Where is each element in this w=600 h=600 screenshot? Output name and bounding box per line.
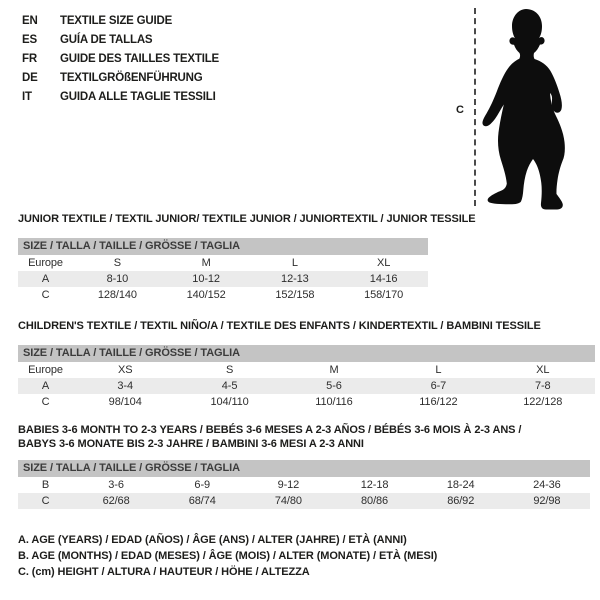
junior-table-size-header: SIZE / TALLA / TAILLE / GRÖSSE / TAGLIA [18,238,428,255]
children-table-size-header: SIZE / TALLA / TAILLE / GRÖSSE / TAGLIA [18,345,595,362]
baby-silhouette-icon [480,2,600,212]
babies-table-title [18,423,590,451]
language-row [22,11,219,30]
babies-table-size-header: SIZE / TALLA / TAILLE / GRÖSSE / TAGLIA [18,460,590,477]
language-title: GUÍA DE TALLAS [60,33,153,46]
height-measure-line [474,8,476,206]
table-cell: 74/80 [274,495,302,507]
table-cell: 122/128 [523,396,563,408]
table-cell: M [329,364,339,376]
language-code: DE [22,71,38,84]
table-cell: 152/158 [275,289,315,301]
row-label: A [41,273,50,285]
babies-table-title-line2: BABYS 3-6 MONATE BIS 2-3 JAHRE / BAMBINI 3-6 MESI A 2-3 ANNI [18,438,364,450]
table-cell: M [201,257,211,269]
table-cell: 14-16 [369,273,398,285]
table-cell: 3-4 [117,380,133,392]
language-code: IT [22,90,32,103]
table-cell: 12-13 [281,273,309,285]
table-cell: L [435,364,442,376]
table-cell: S [225,364,234,376]
language-row [22,49,219,68]
table-cell: 86/92 [447,495,475,507]
table-cell: 8-10 [106,273,129,285]
table-cell: 6-7 [430,380,447,392]
table-cell: 92/98 [533,495,561,507]
table-row [18,394,595,410]
table-cell: 5-6 [326,380,342,392]
table-cell: XL [536,364,550,376]
junior-textile-section [18,212,476,303]
footnote-a: A. AGE (YEARS) / EDAD (AÑOS) / ÂGE (ANS) / ALTER (JAHRE) / ETÀ (ANNI) [18,534,407,546]
junior-size-table [18,255,428,303]
children-textile-section [18,319,595,410]
children-size-table [18,362,595,410]
row-label: C [41,396,50,408]
language-row [22,68,219,87]
footnotes [18,532,437,580]
footnote-b: B. AGE (MONTHS) / EDAD (MESES) / ÂGE (MOIS) / ALTER (MONATE) / ETÀ (MESI) [18,550,438,562]
table-cell: 10-12 [192,273,220,285]
language-row [22,87,219,106]
table-row [18,362,595,378]
row-label: C [41,495,50,507]
babies-size-table [18,477,590,509]
table-cell: XL [376,257,391,269]
language-title: GUIDA ALLE TAGLIE TESSILI [60,90,216,103]
table-cell: 62/68 [102,495,130,507]
babies-table-title-line1: BABIES 3-6 MONTH TO 2-3 YEARS / BEBÉS 3-6 MESES A 2-3 AÑOS / BÉBÉS 3-6 MOIS À 2-3 ANS / [18,424,522,436]
children-table-title: CHILDREN'S TEXTILE / TEXTIL NIÑO/A / TEXTILE DES ENFANTS / KINDERTEXTIL / BAMBINI TESSILE [18,320,541,332]
table-cell: 4-5 [221,380,238,392]
table-cell: 12-18 [360,479,389,491]
table-cell: 7-8 [534,380,551,392]
junior-table-title: JUNIOR TEXTILE / TEXTIL JUNIOR/ TEXTILE JUNIOR / JUNIORTEXTIL / JUNIOR TESSILE [18,213,476,225]
table-row [18,378,595,394]
babies-textile-section [18,423,590,509]
row-label: Europe [28,257,63,269]
language-title: GUIDE DES TAILLES TEXTILE [60,52,219,65]
table-row [18,255,428,271]
table-cell: 104/110 [210,396,249,408]
table-cell: 116/122 [419,396,458,408]
table-cell: S [113,257,121,269]
language-code: ES [22,33,37,46]
language-title: TEXTILE SIZE GUIDE [60,14,173,27]
table-row [18,287,428,303]
table-row [18,477,590,493]
table-cell: 128/140 [97,289,137,301]
table-cell: XS [117,364,133,376]
language-row [22,30,219,49]
table-cell: 9-12 [277,479,300,491]
height-measure-label: C [456,104,464,116]
language-code: EN [22,14,38,27]
footnote-c: C. (cm) HEIGHT / ALTURA / HAUTEUR / HÖHE / ALTEZZA [18,566,310,578]
table-cell: 6-9 [194,479,211,491]
table-row [18,271,428,287]
row-label: A [41,380,50,392]
table-cell: L [291,257,298,269]
row-label: Europe [28,364,63,376]
table-cell: 18-24 [446,479,475,491]
table-cell: 140/152 [186,289,226,301]
table-cell: 80/86 [361,495,389,507]
table-cell: 24-36 [533,479,561,491]
row-label: B [41,479,50,491]
language-code: FR [22,52,37,65]
language-list [22,11,219,106]
language-title: TEXTILGRÖßENFÜHRUNG [60,71,203,84]
table-row [18,493,590,509]
table-cell: 110/116 [315,396,353,408]
table-cell: 3-6 [108,479,124,491]
row-label: C [41,289,50,301]
table-cell: 68/74 [188,495,216,507]
table-cell: 158/170 [364,289,404,301]
table-cell: 98/104 [108,396,142,408]
